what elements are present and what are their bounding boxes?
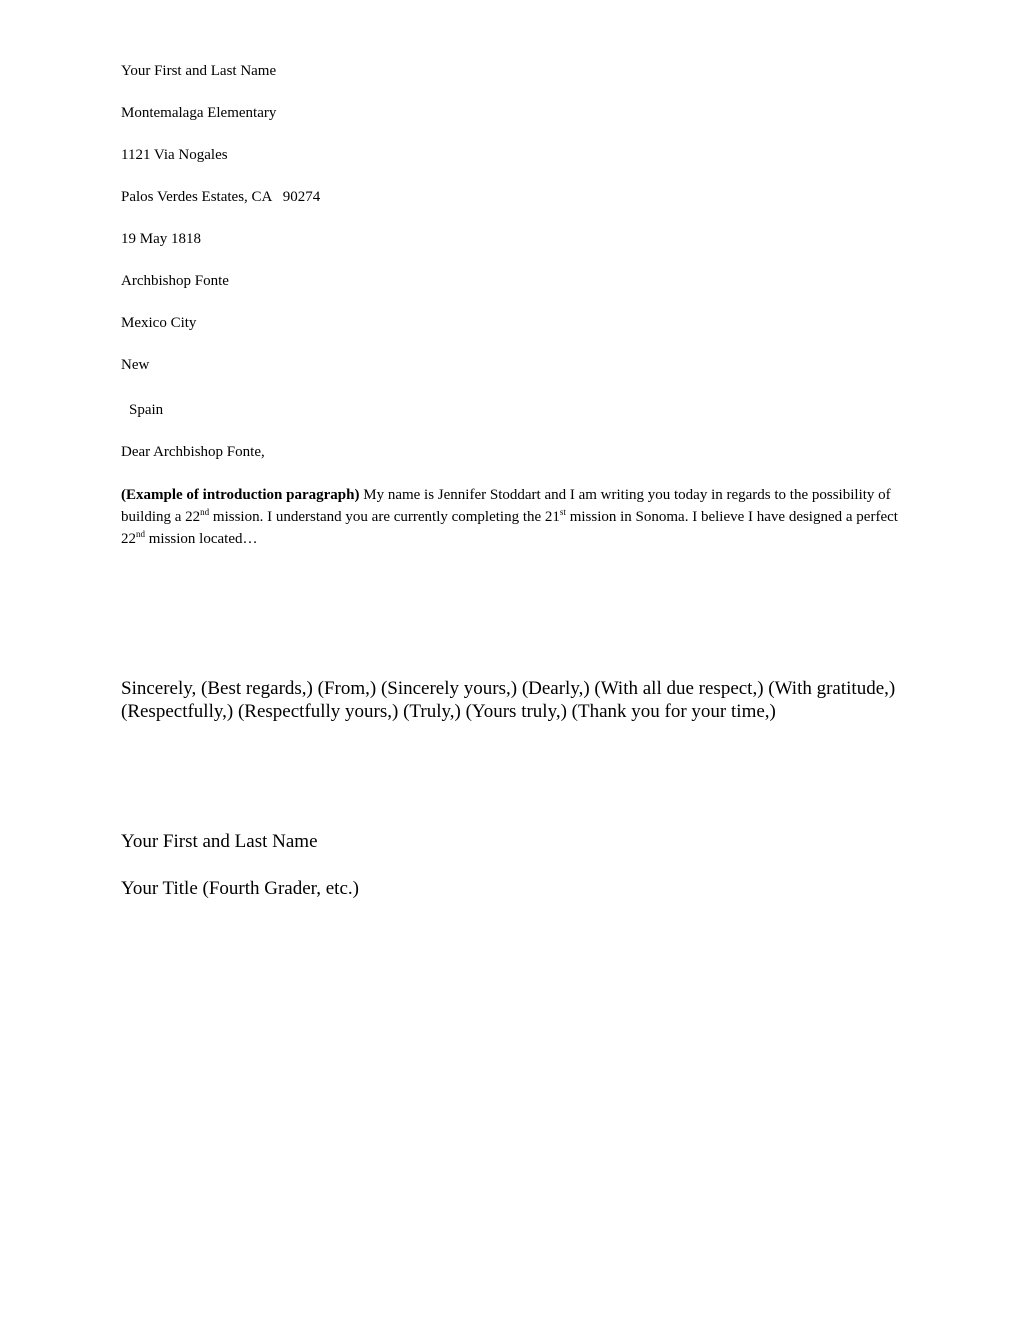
recipient-city: Mexico City	[121, 315, 197, 331]
letter-date: 19 May 1818	[121, 231, 201, 247]
intro-text-part3: mission in Sonoma. I believe I have designed a perfect 22	[121, 509, 898, 547]
intro-label: (Example of introduction paragraph)	[121, 487, 360, 503]
sender-city-state-zip: Palos Verdes Estates, CA 90274	[121, 189, 321, 205]
recipient-region-line1: New	[121, 357, 150, 373]
intro-text-part2: mission. I understand you are currently completing the 21	[209, 509, 560, 525]
intro-sup1: nd	[200, 507, 210, 517]
signature-title: Your Title (Fourth Grader, etc.)	[121, 878, 359, 899]
sender-name: Your First and Last Name	[121, 63, 277, 79]
intro-sup3: nd	[136, 529, 145, 539]
intro-text-part1: My name is Jennifer Stoddart and I am writing you today in regards to the possibility of building a 22	[121, 487, 891, 525]
closing-options: Sincerely, (Best regards,) (From,) (Sincerely yours,) (Dearly,) (With all due respect,) (With gratitude,) (Respectfully,) (Respectfully yours,) (Truly,) (Yours truly,) (Thank you for your time,)	[121, 678, 896, 722]
salutation: Dear Archbishop Fonte,	[121, 444, 265, 460]
intro-sup2: st	[559, 507, 566, 517]
recipient-name: Archbishop Fonte	[121, 273, 229, 289]
recipient-region-line2: Spain	[129, 402, 164, 418]
sender-street: 1121 Via Nogales	[121, 147, 228, 163]
signature-name: Your First and Last Name	[121, 831, 318, 852]
intro-paragraph	[121, 484, 906, 550]
intro-text-part4: mission located…	[145, 531, 258, 547]
sender-school: Montemalaga Elementary	[121, 105, 277, 121]
